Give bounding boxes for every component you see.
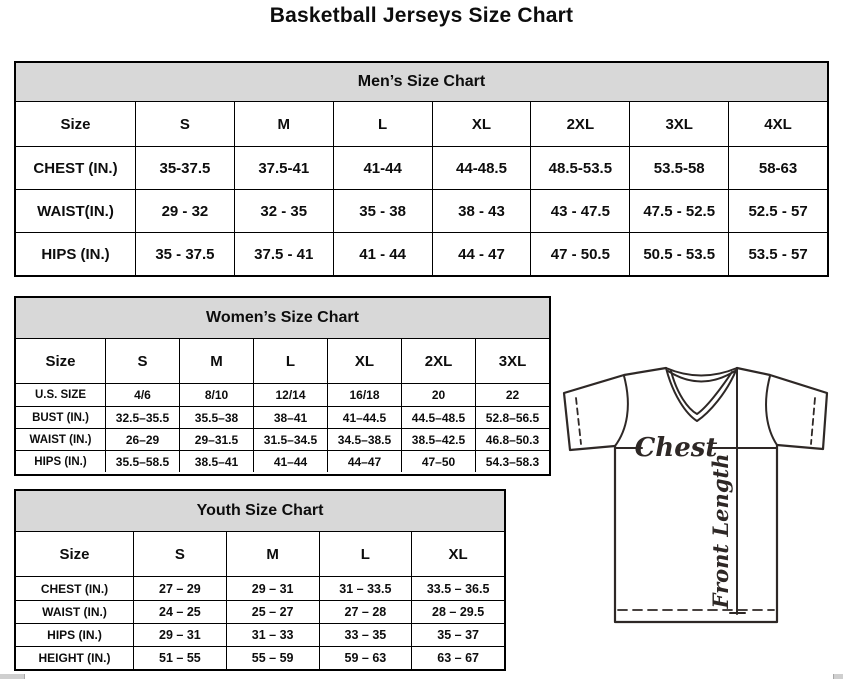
mens-col-header: 2XL (530, 101, 629, 146)
youth-size-value: 51 – 55 (133, 646, 226, 669)
womens-size-value: 41–44 (253, 450, 327, 472)
womens-size-value: 8/10 (179, 383, 253, 406)
mens-size-value: 50.5 - 53.5 (629, 232, 728, 275)
youth-size-value: 28 – 29.5 (411, 600, 504, 623)
jersey-measurement-diagram (554, 356, 843, 626)
youth-size-value: 33 – 35 (319, 623, 412, 646)
mens-size-value: 35 - 37.5 (135, 232, 234, 275)
womens-size-value: 31.5–34.5 (253, 428, 327, 450)
mens-size-value: 53.5-58 (629, 146, 728, 189)
mens-size-table (14, 61, 829, 277)
youth-table-title: Youth Size Chart (16, 491, 504, 531)
mens-size-value: 41 - 44 (333, 232, 432, 275)
youth-size-value: 55 – 59 (226, 646, 319, 669)
youth-size-value: 63 – 67 (411, 646, 504, 669)
womens-row-label: WAIST (IN.) (16, 428, 105, 450)
womens-row-label: BUST (IN.) (16, 406, 105, 428)
mens-col-header: M (234, 101, 333, 146)
mens-row-label: WAIST(IN.) (16, 189, 135, 232)
womens-col-header: S (105, 338, 179, 383)
mens-col-header: 4XL (728, 101, 827, 146)
youth-col-header: L (319, 531, 412, 576)
womens-size-value: 47–50 (401, 450, 475, 472)
womens-size-value: 35.5–58.5 (105, 450, 179, 472)
mens-col-header: 3XL (629, 101, 728, 146)
womens-size-header: Size (16, 338, 105, 383)
womens-col-header: M (179, 338, 253, 383)
mens-size-value: 47.5 - 52.5 (629, 189, 728, 232)
jersey-illustration (554, 356, 843, 626)
womens-size-value: 44.5–48.5 (401, 406, 475, 428)
womens-row-label: U.S. SIZE (16, 383, 105, 406)
youth-row-label: WAIST (IN.) (16, 600, 133, 623)
youth-size-value: 27 – 28 (319, 600, 412, 623)
mens-size-value: 58-63 (728, 146, 827, 189)
womens-size-value: 46.8–50.3 (475, 428, 549, 450)
youth-col-header: S (133, 531, 226, 576)
horizontal-scrollbar-fragment-right[interactable] (833, 674, 843, 679)
youth-size-value: 27 – 29 (133, 576, 226, 600)
womens-size-value: 38.5–41 (179, 450, 253, 472)
mens-size-value: 44-48.5 (432, 146, 531, 189)
youth-row-label: HEIGHT (IN.) (16, 646, 133, 669)
womens-col-header: XL (327, 338, 401, 383)
womens-size-value: 26–29 (105, 428, 179, 450)
youth-size-value: 59 – 63 (319, 646, 412, 669)
womens-size-value: 38–41 (253, 406, 327, 428)
womens-size-value: 52.8–56.5 (475, 406, 549, 428)
youth-size-value: 24 – 25 (133, 600, 226, 623)
youth-col-header: M (226, 531, 319, 576)
mens-size-value: 38 - 43 (432, 189, 531, 232)
youth-size-value: 33.5 – 36.5 (411, 576, 504, 600)
mens-size-value: 37.5 - 41 (234, 232, 333, 275)
mens-size-value: 29 - 32 (135, 189, 234, 232)
mens-size-value: 53.5 - 57 (728, 232, 827, 275)
page-title: Basketball Jerseys Size Chart (269, 4, 574, 27)
mens-size-value: 32 - 35 (234, 189, 333, 232)
womens-size-value: 12/14 (253, 383, 327, 406)
womens-col-header: 3XL (475, 338, 549, 383)
womens-size-value: 54.3–58.3 (475, 450, 549, 472)
youth-col-header: XL (411, 531, 504, 576)
mens-size-value: 43 - 47.5 (530, 189, 629, 232)
womens-size-value: 22 (475, 383, 549, 406)
youth-size-table (14, 489, 506, 671)
mens-col-header: XL (432, 101, 531, 146)
left-sleeve-stitch-dashed-line (576, 398, 581, 444)
youth-row-label: CHEST (IN.) (16, 576, 133, 600)
youth-size-value: 29 – 31 (133, 623, 226, 646)
mens-row-label: HIPS (IN.) (16, 232, 135, 275)
right-sleeve-stitch-dashed-line (811, 398, 815, 444)
youth-size-value: 31 – 33.5 (319, 576, 412, 600)
womens-row-label: HIPS (IN.) (16, 450, 105, 472)
youth-size-value: 29 – 31 (226, 576, 319, 600)
mens-size-value: 37.5-41 (234, 146, 333, 189)
womens-size-value: 32.5–35.5 (105, 406, 179, 428)
womens-size-table (14, 296, 551, 476)
horizontal-scrollbar-fragment-left[interactable] (0, 674, 25, 679)
womens-size-value: 4/6 (105, 383, 179, 406)
womens-size-value: 35.5–38 (179, 406, 253, 428)
mens-size-value: 48.5-53.5 (530, 146, 629, 189)
mens-table-title: Men’s Size Chart (16, 63, 827, 101)
front-length-label: Front Length (708, 453, 733, 609)
mens-col-header: L (333, 101, 432, 146)
youth-size-value: 25 – 27 (226, 600, 319, 623)
womens-size-value: 16/18 (327, 383, 401, 406)
mens-size-value: 41-44 (333, 146, 432, 189)
mens-size-value: 52.5 - 57 (728, 189, 827, 232)
youth-size-header: Size (16, 531, 133, 576)
womens-col-header: 2XL (401, 338, 475, 383)
womens-size-value: 20 (401, 383, 475, 406)
mens-size-header: Size (16, 101, 135, 146)
mens-row-label: CHEST (IN.) (16, 146, 135, 189)
womens-col-header: L (253, 338, 327, 383)
mens-size-value: 35-37.5 (135, 146, 234, 189)
womens-size-value: 34.5–38.5 (327, 428, 401, 450)
youth-row-label: HIPS (IN.) (16, 623, 133, 646)
youth-size-value: 35 – 37 (411, 623, 504, 646)
mens-col-header: S (135, 101, 234, 146)
mens-size-value: 44 - 47 (432, 232, 531, 275)
womens-size-value: 44–47 (327, 450, 401, 472)
mens-size-value: 47 - 50.5 (530, 232, 629, 275)
womens-table-title: Women’s Size Chart (16, 298, 549, 338)
womens-size-value: 29–31.5 (179, 428, 253, 450)
womens-size-value: 41–44.5 (327, 406, 401, 428)
chest-label: Chest (634, 433, 718, 463)
youth-size-value: 31 – 33 (226, 623, 319, 646)
womens-size-value: 38.5–42.5 (401, 428, 475, 450)
mens-size-value: 35 - 38 (333, 189, 432, 232)
